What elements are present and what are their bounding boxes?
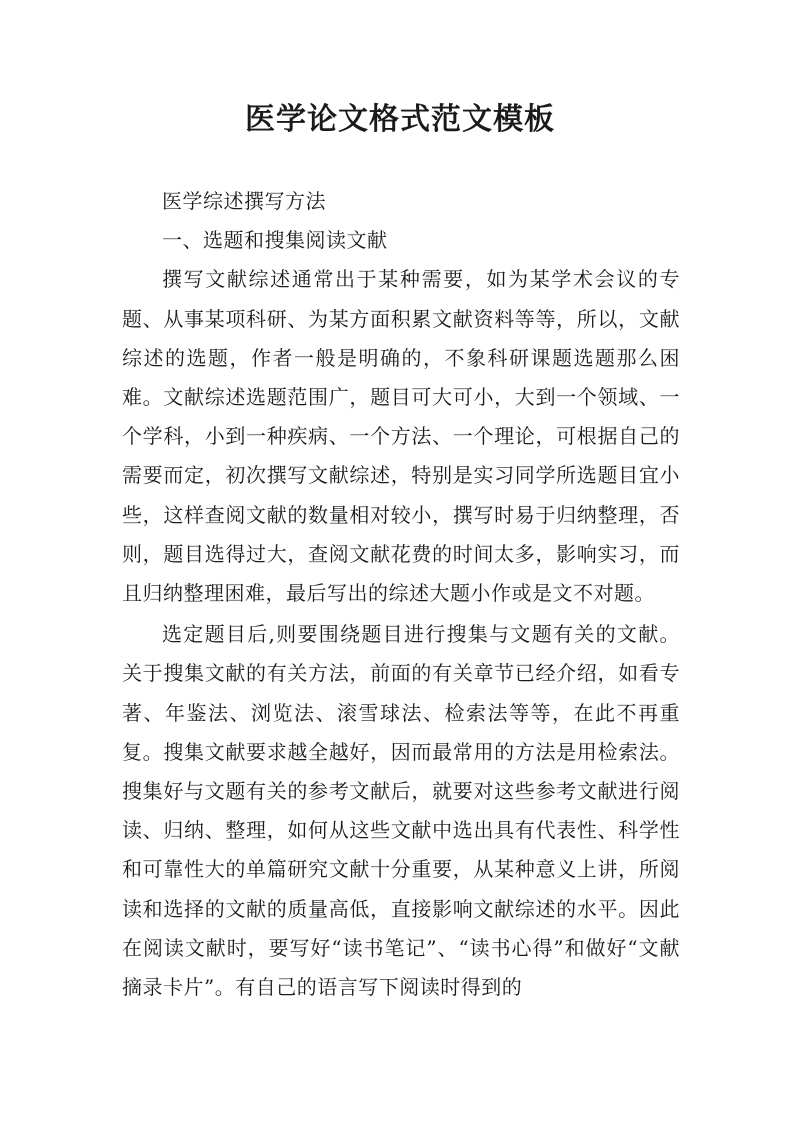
body-paragraph: 选定题目后,则要围绕题目进行搜集与文题有关的文献。关于搜集文献的有关方法，前面的有关章节已经介绍，如看专著、年鉴法、浏览法、滚雪球法、检索法等等，在此不再重复。搜集文献要求越全越好，因而最常用的方法是用检索法。搜集好与文题有关的参考文献后，就要对这些参考文献进行阅读、归纳、整理，如何从这些文献中选出具有代表性、科学性和可靠性大的单篇研究文献十分重要，从某种意义上讲，所阅读和选择的文献的质量高低，直接影响文献综述的水平。因此在阅读文献时，要写好“读书笔记”、“读书心得”和做好“文献摘录卡片”。有自己的语言写下阅读时得到的 [122, 622, 680, 1000]
subsection-heading: 一、选题和搜集阅读文献 [162, 228, 388, 253]
section-heading: 医学综述撰写方法 [162, 189, 326, 213]
document-body [122, 182, 680, 1007]
body-paragraph: 撰写文献综述通常出于某种需要，如为某学术会议的专题、从事某项科研、为某方面积累文献资料等等，所以，文献综述的选题，作者一般是明确的，不象科研课题选题那么困难。文献综述选题范围广，题目可大可小，大到一个领域、一个学科，小到一种疾病、一个方法、一个理论，可根据自己的需要而定，初次撰写文献综述，特别是实习同学所选题目宜小些，这样查阅文献的数量相对较小，撰写时易于归纳整理，否则，题目选得过大，查阅文献花费的时间太多，影响实习，而且归纳整理困难，最后写出的综述大题小作或是文不对题。 [122, 267, 680, 606]
document-title: 医学论文格式范文模板 [245, 102, 555, 137]
